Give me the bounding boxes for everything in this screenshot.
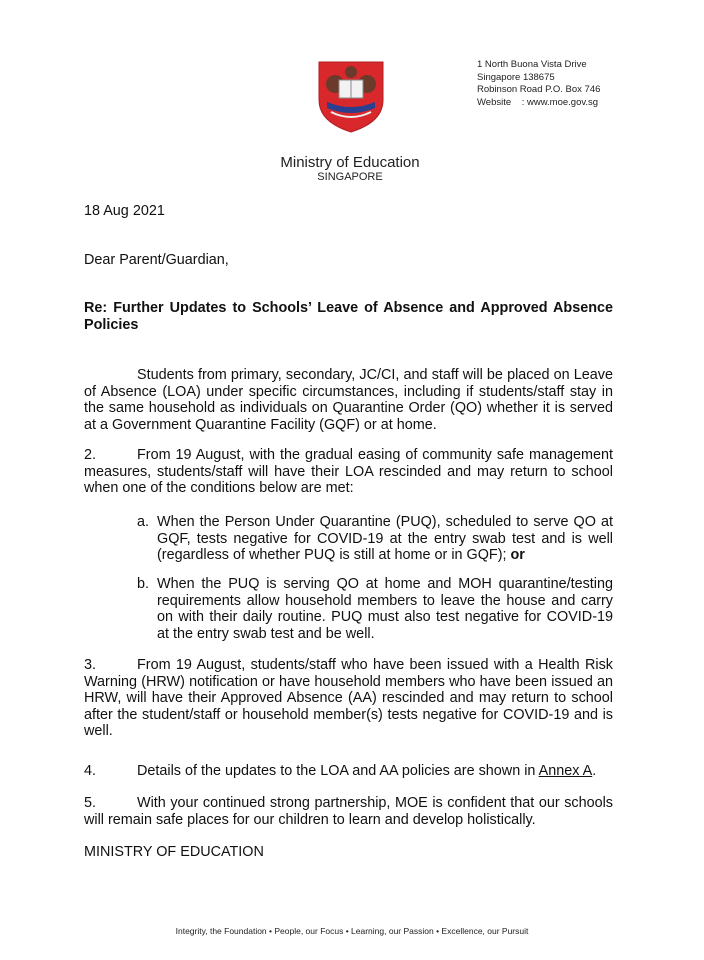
paragraph-end: . bbox=[592, 763, 597, 779]
list-text: When the PUQ is serving QO at home and MOH quarantine/testing requirements allow household members to leave the house and carry on with their daily routine. PUQ must also test negative for COVID-19 at the entry swab test and be well. bbox=[157, 576, 613, 642]
signoff: MINISTRY OF EDUCATION bbox=[84, 844, 264, 860]
org-name: Ministry of Education bbox=[280, 154, 420, 171]
paragraph-text: From 19 August, with the gradual easing of community safe management measures, students/staff will have their LOA rescinded and may return to school when one of the conditions below are met: bbox=[84, 447, 613, 496]
paragraph-number: 3. bbox=[84, 657, 97, 673]
address-line: 1 North Buona Vista Drive bbox=[477, 59, 587, 70]
letterhead-address bbox=[477, 59, 600, 109]
paragraph-3 bbox=[84, 657, 613, 740]
paragraph-text: From 19 August, students/staff who have been issued with a Health Risk Warning (HRW) notification or have household members who have been issued an HRW, will have their Approved Absence (AA) rescinded and may return to school after the student/staff or household member(s) tests negative for COVID-19 and is well. bbox=[84, 657, 613, 739]
list-text: When the Person Under Quarantine (PUQ), scheduled to serve QO at GQF, tests negative for COVID-19 at the entry swab test and is well (regardless of whether PUQ is still at home or in GQF); bbox=[157, 514, 613, 563]
paragraph-number: 2. bbox=[84, 447, 97, 463]
paragraph-number: 4. bbox=[84, 763, 97, 779]
annex-a-link[interactable]: Annex A bbox=[538, 763, 593, 779]
list-item-b bbox=[137, 576, 613, 642]
list-or: or bbox=[510, 547, 525, 563]
moe-crest-logo bbox=[317, 60, 385, 134]
list-label: a. bbox=[137, 514, 150, 530]
subject-line: Re: Further Updates to Schools’ Leave of Absence and Approved Absence Policies bbox=[84, 300, 613, 333]
list-label: b. bbox=[137, 576, 150, 592]
letter-date: 18 Aug 2021 bbox=[84, 203, 165, 219]
org-country: SINGAPORE bbox=[317, 171, 383, 183]
paragraph-2 bbox=[84, 447, 613, 497]
list-item-a bbox=[137, 514, 613, 564]
paragraph-number: 5. bbox=[84, 795, 97, 811]
paragraph-text: With your continued strong partnership, MOE is confident that our schools will remain safe places for our children to learn and develop holistically. bbox=[84, 795, 613, 828]
org-name-block bbox=[230, 155, 470, 183]
paragraph-4 bbox=[84, 763, 613, 780]
address-line: Singapore 138675 bbox=[477, 71, 555, 83]
paragraph-1: Students from primary, secondary, JC/CI, and staff will be placed on Leave of Absence (LOA) under specific circumstances, including if students/staff stay in the same household as individuals on Quarantine Order (QO) whether it is served at a Government Quarantine Facility (GQF) or at home. bbox=[84, 367, 613, 433]
paragraph-text: Details of the updates to the LOA and AA policies are shown in bbox=[137, 763, 539, 779]
address-website: Website : www.moe.gov.sg bbox=[477, 96, 599, 108]
salutation: Dear Parent/Guardian, bbox=[84, 252, 229, 268]
footer-motto: Integrity, the Foundation • People, our Focus • Learning, our Passion • Excellence, our Pursuit bbox=[175, 926, 529, 936]
address-line: Robinson Road P.O. Box 746 bbox=[477, 84, 601, 95]
paragraph-5 bbox=[84, 795, 613, 828]
